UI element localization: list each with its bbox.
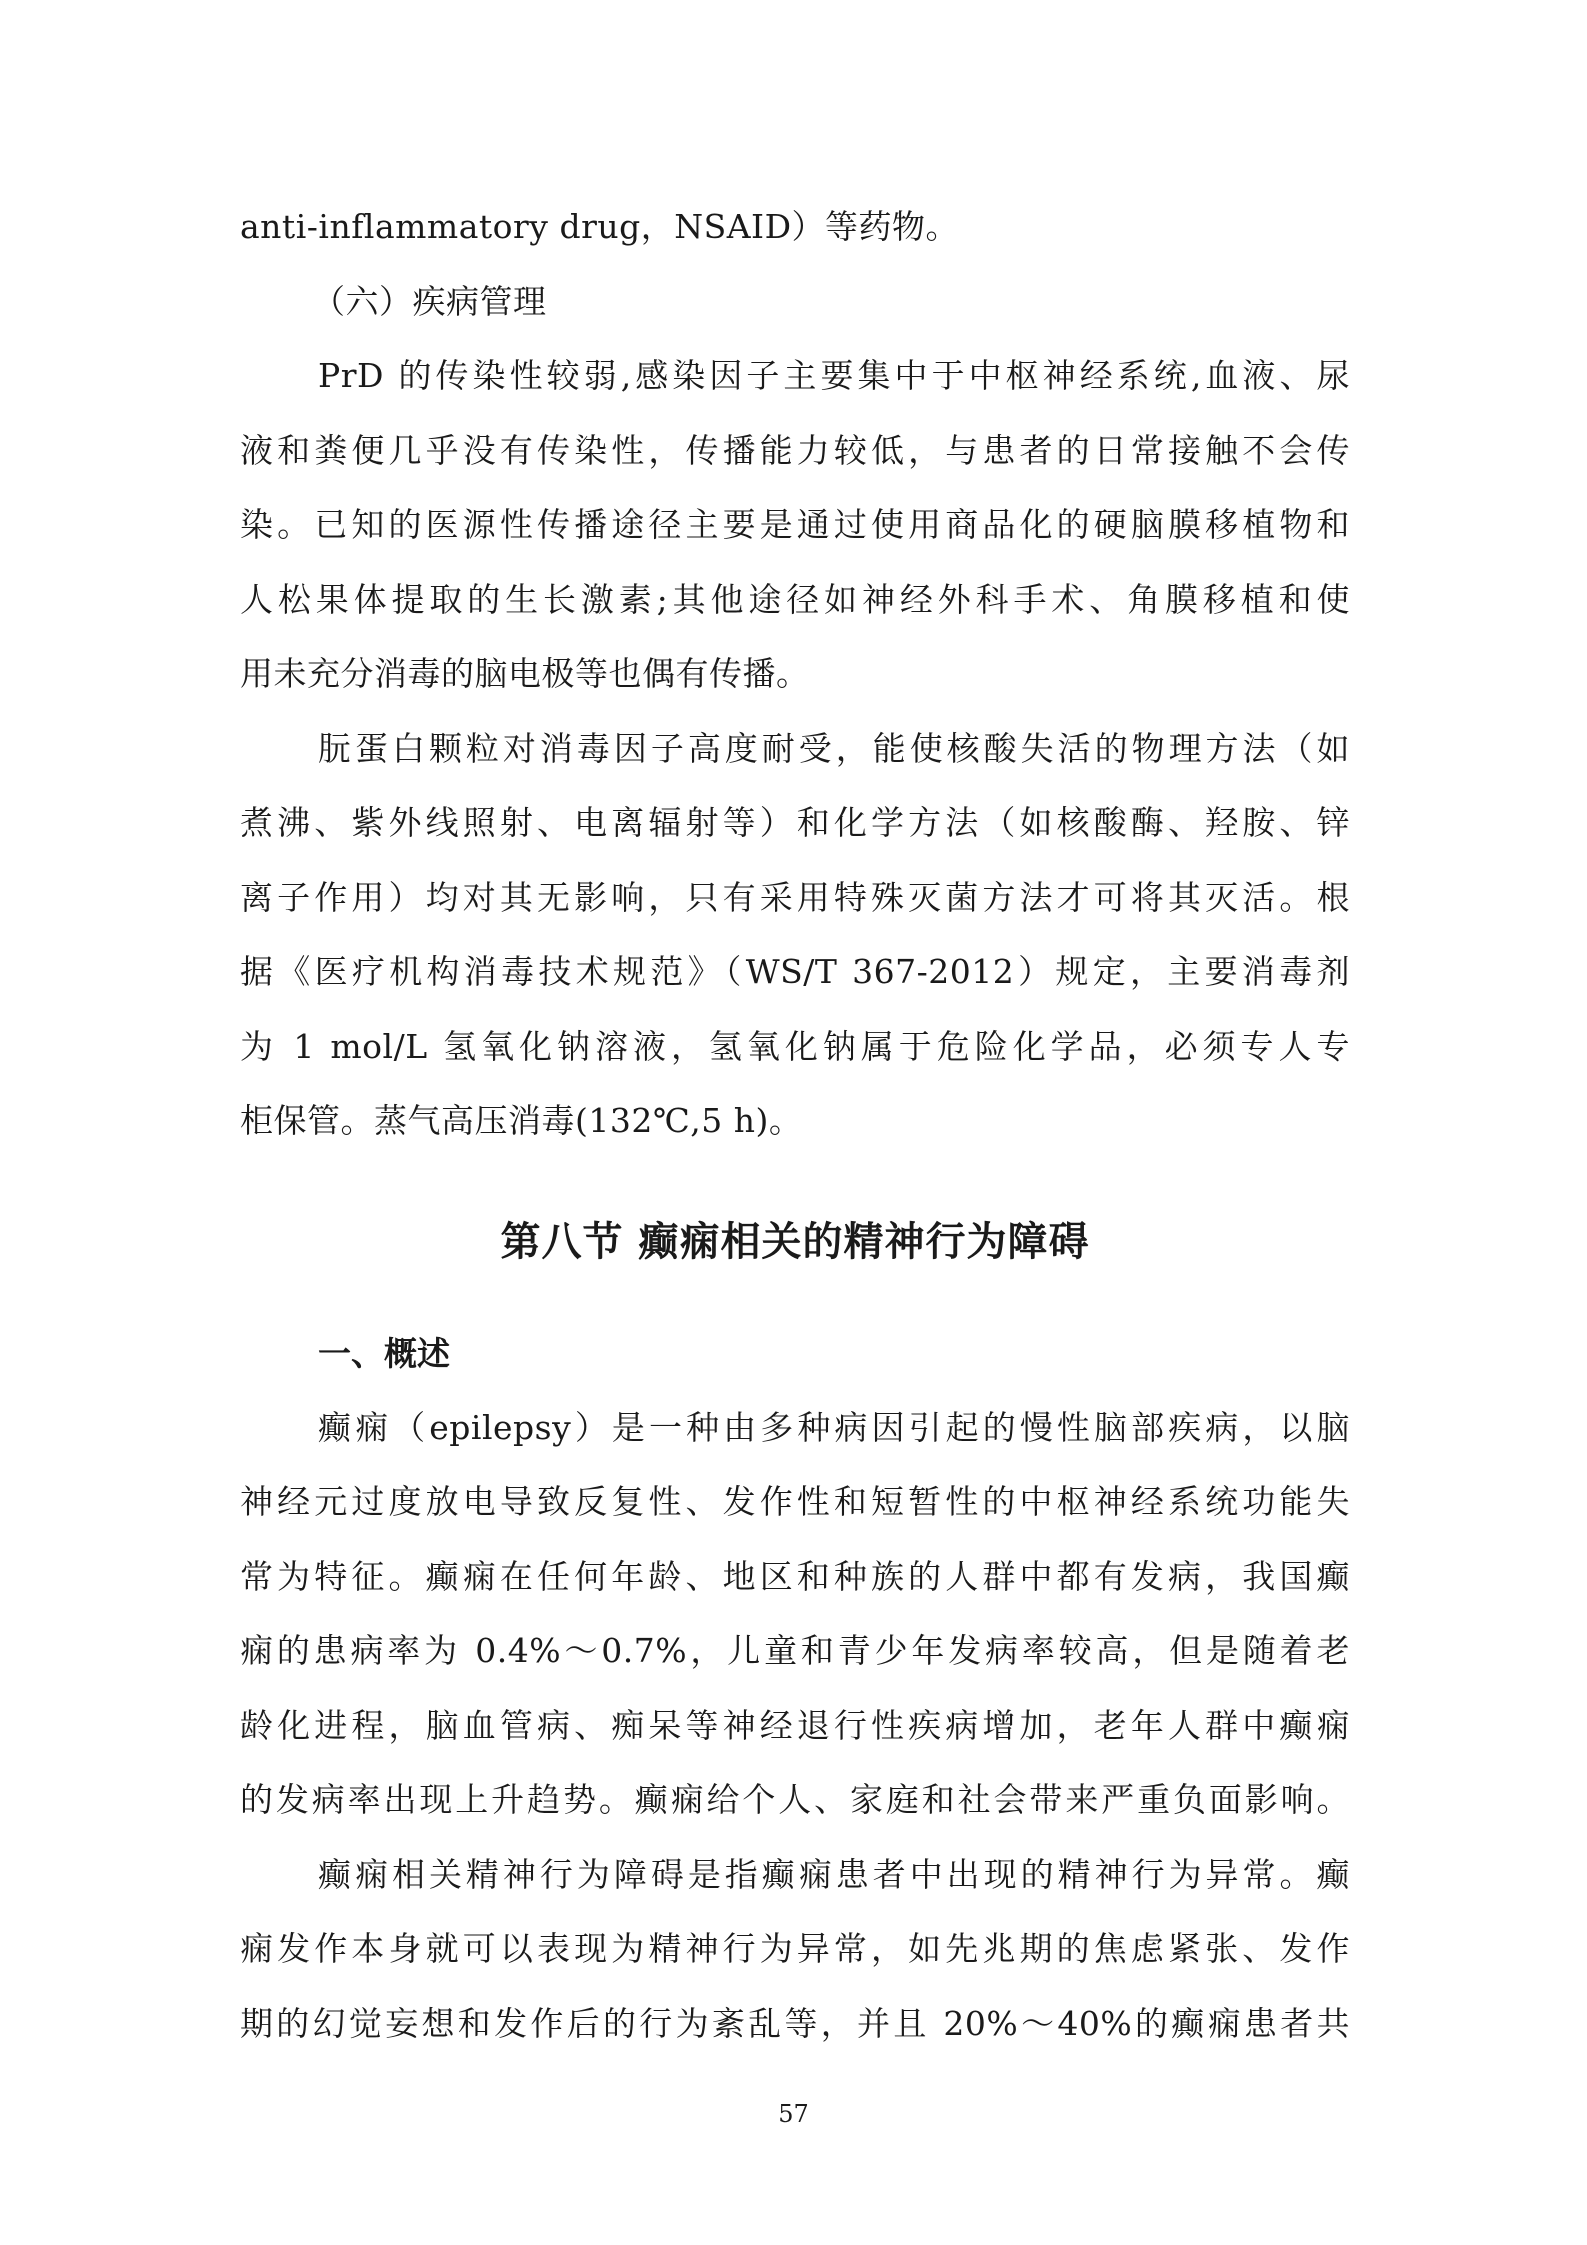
text-line: 神经元过度放电导致反复性、发作性和短暂性的中枢神经系统功能失 [240, 1482, 1350, 1521]
text-line: 液和粪便几乎没有传染性，传播能力较低，与患者的日常接触不会传 [240, 430, 1350, 470]
paragraph [240, 339, 1350, 712]
text-line: 煮沸、紫外线照射、电离辐射等）和化学方法（如核酸酶、羟胺、锌 [240, 803, 1350, 842]
text-line: PrD 的传染性较弱,感染因子主要集中于中枢神经系统,血液、尿 [318, 356, 1350, 395]
text-line: 痫的患病率为 0.4%～0.7%，儿童和青少年发病率较高，但是随着老 [240, 1631, 1350, 1670]
subheading: （六）疾病管理 [312, 281, 547, 321]
text-line: 染。已知的医源性传播途径主要是通过使用商品化的硬脑膜移植物和 [240, 505, 1350, 544]
text-line: 癫痫（epilepsy）是一种由多种病因引起的慢性脑部疾病，以脑 [318, 1407, 1350, 1447]
paragraph [240, 1838, 1350, 2062]
text-line: 柜保管。蒸气高压消毒(132℃,5 h)。 [240, 1101, 803, 1140]
text-line: 用未充分消毒的脑电极等也偶有传播。 [240, 654, 810, 693]
text-line: anti-inflammatory drug，NSAID）等药物。 [240, 207, 960, 246]
text-line: 朊蛋白颗粒对消毒因子高度耐受，能使核酸失活的物理方法（如 [318, 728, 1350, 768]
text-line: 龄化进程，脑血管病、痴呆等神经退行性疾病增加，老年人群中癫痫 [240, 1705, 1350, 1745]
text-line: 为 1 mol/L 氢氧化钠溶液，氢氧化钠属于危险化学品，必须专人专 [240, 1026, 1350, 1066]
text-line: 常为特征。癫痫在任何年龄、地区和种族的人群中都有发病，我国癫 [240, 1556, 1350, 1596]
text-line: 据《医疗机构消毒技术规范》（WS/T 367-2012）规定，主要消毒剂 [240, 952, 1350, 991]
page-number: 57 [778, 2100, 809, 2128]
text-line: 期的幻觉妄想和发作后的行为紊乱等，并且 20%～40%的癫痫患者共 [240, 2003, 1350, 2043]
paragraph [240, 712, 1350, 1159]
text-line: 人松果体提取的生长激素;其他途径如神经外科手术、角膜移植和使 [240, 579, 1350, 619]
text-line: 的发病率出现上升趋势。癫痫给个人、家庭和社会带来严重负面影响。 [240, 1780, 1350, 1819]
document-page [240, 190, 1350, 2061]
heading: 一、概述 [318, 1333, 450, 1373]
text-line: 痫发作本身就可以表现为精神行为异常，如先兆期的焦虑紧张、发作 [240, 1929, 1350, 1968]
text-line: 离子作用）均对其无影响，只有采用特殊灭菌方法才可将其灭活。根 [240, 877, 1350, 917]
text-line: 癫痫相关精神行为障碍是指癫痫患者中出现的精神行为异常。癫 [318, 1854, 1350, 1894]
section-title: 第八节 癫痫相关的精神行为障碍 [500, 1218, 1090, 1265]
paragraph [240, 1391, 1350, 1838]
